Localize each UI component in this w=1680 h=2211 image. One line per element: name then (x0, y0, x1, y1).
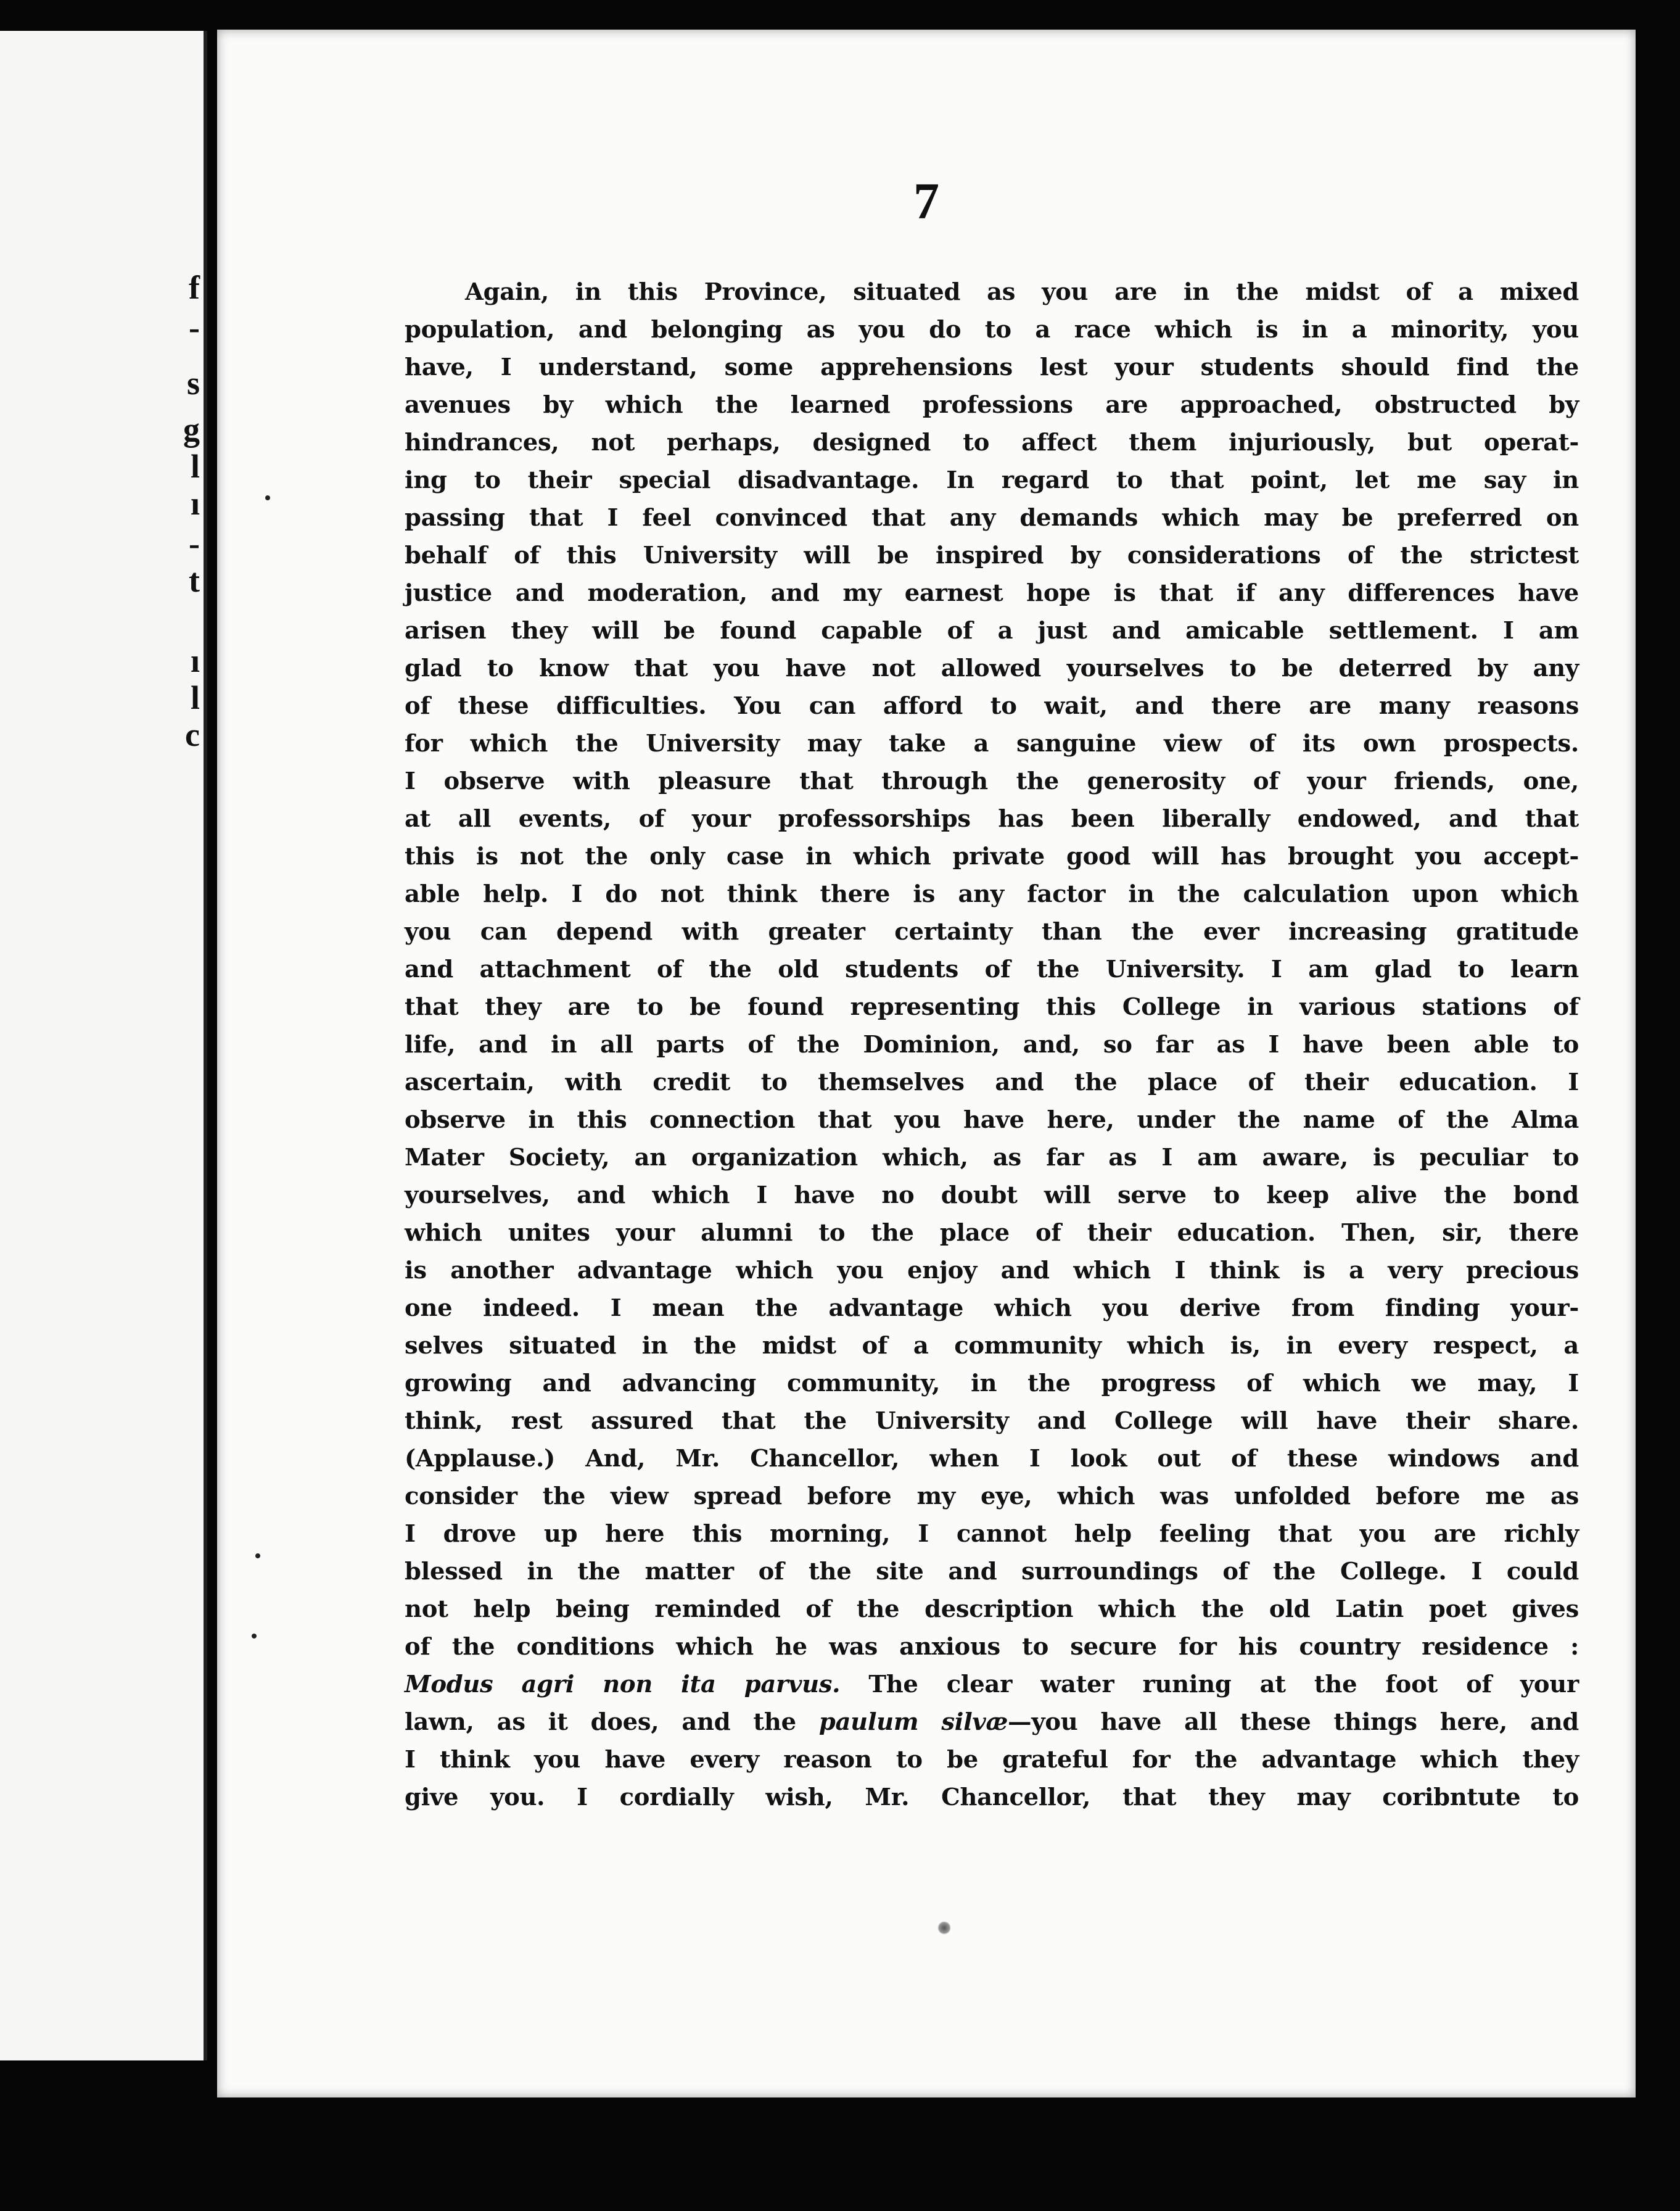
text-line: that they are to be found representing this College in various stations of (405, 993, 1579, 1021)
text-line: ascertain, with credit to themselves and the place of their education. I (405, 1068, 1579, 1096)
text-line: glad to know that you have not allowed yourselves to be deterred by any (405, 655, 1579, 682)
text-line: this is not the only case in which private good will has brought you accept- (405, 843, 1579, 870)
page-edge-fragment: l (190, 448, 200, 485)
text-line: blessed in the matter of the site and surroundings of the College. I could (405, 1558, 1579, 1585)
text-line: behalf of this University will be inspired by considerations of the strictest (405, 542, 1579, 569)
document-page (217, 30, 1636, 2097)
page-edge-fragment: l (190, 679, 200, 716)
latin-quote: Modus agri non ita parvus. (405, 1671, 841, 1698)
text-line: Mater Society, an organization which, as far as I am aware, is peculiar to (405, 1144, 1579, 1172)
text-line: I think you have every reason to be grateful for the advantage which they (405, 1746, 1579, 1774)
text-line: avenues by which the learned professions are approached, obstructed by (405, 391, 1579, 419)
text-line-quote (405, 1666, 1579, 1703)
page-edge-fragment: - (189, 525, 200, 562)
text-line: (Applause.) And, Mr. Chancellor, when I look out of these windows and (405, 1445, 1579, 1473)
text-line: consider the view spread before my eye, which was unfolded before me as (405, 1482, 1579, 1510)
page-edge-fragment: - (189, 309, 200, 346)
scan-speck (252, 1634, 257, 1639)
text-line: for which the University may take a sanguine view of its own prospects. (405, 730, 1579, 758)
text-line: ing to their special disadvantage. In regard to that point, let me say in (405, 466, 1579, 494)
text-line: you can depend with greater certainty than the ever increasing gratitude (405, 918, 1579, 946)
text-line: I drove up here this morning, I cannot help feeling that you are richly (405, 1520, 1579, 1548)
text-line: one indeed. I mean the advantage which you derive from finding your- (405, 1294, 1579, 1322)
text-line: able help. I do not think there is any factor in the calculation upon which (405, 880, 1579, 908)
text-line: I observe with pleasure that through the generosity of your friends, one, (405, 767, 1579, 795)
text-line: yourselves, and which I have no doubt will serve to keep alive the bond (405, 1181, 1579, 1209)
text-line: give you. I cordially wish, Mr. Chancellor, that they may coribntute to (405, 1783, 1579, 1811)
page-edge-fragment: ı (190, 642, 200, 679)
text-line: and attachment of the old students of the University. I am glad to learn (405, 956, 1579, 983)
text-line: not help being reminded of the description which the old Latin poet gives (405, 1595, 1579, 1623)
text-line: selves situated in the midst of a community which is, in every respect, a (405, 1332, 1579, 1360)
scan-smudge (937, 1921, 951, 1935)
text-line: think, rest assured that the University and College will have their share. (405, 1407, 1579, 1435)
text-line: observe in this connection that you have here, under the name of the Alma (405, 1106, 1579, 1134)
scan-speck (265, 495, 270, 500)
latin-quote: paulum silvæ (818, 1708, 1008, 1736)
text-line: have, I understand, some apprehensions lest your students should find the (405, 353, 1579, 381)
text-line: hindrances, not perhaps, designed to affect them injuriously, but operat- (405, 429, 1579, 457)
text-line: of these difficulties. You can afford to wait, and there are many reasons (405, 692, 1579, 720)
page-edge-fragment: c (185, 716, 200, 753)
page-edge-fragment: t (189, 562, 200, 599)
text-fragment: —you have all these things here, and (1008, 1708, 1579, 1736)
page-edge-fragment: f (189, 269, 200, 306)
text-fragment: lawn, as it does, and the (405, 1708, 796, 1736)
text-line: population, and belonging as you do to a race which is in a minority, you (405, 316, 1579, 344)
text-line: which unites your alumni to the place of their education. Then, sir, there (405, 1219, 1579, 1247)
text-line: arisen they will be found capable of a just and amicable settlement. I am (405, 617, 1579, 645)
text-line-quote (405, 1703, 1579, 1741)
body-text (405, 273, 1579, 1816)
previous-page-edge (0, 31, 207, 2060)
text-line: of the conditions which he was anxious to secure for his country residence : (405, 1633, 1579, 1661)
scan-speck (255, 1553, 260, 1558)
page-edge-fragment: g (183, 411, 200, 448)
text-line: at all events, of your professorships has been liberally endowed, and that (405, 805, 1579, 833)
text-line: life, and in all parts of the Dominion, and, so far as I have been able to (405, 1031, 1579, 1059)
text-line: growing and advancing community, in the progress of which we may, I (405, 1370, 1579, 1397)
text-line: Again, in this Province, situated as you are in the midst of a mixed (465, 278, 1579, 306)
text-line: is another advantage which you enjoy and which I think is a very precious (405, 1257, 1579, 1284)
text-line: justice and moderation, and my earnest hope is that if any differences have (405, 579, 1579, 607)
text-line: passing that I feel convinced that any demands which may be preferred on (405, 504, 1579, 532)
page-edge-fragment: s (186, 365, 200, 402)
page-number: 7 (913, 173, 939, 230)
page-edge-fragment: ı (190, 485, 200, 522)
text-fragment: The clear water runing at the foot of your (868, 1671, 1579, 1698)
